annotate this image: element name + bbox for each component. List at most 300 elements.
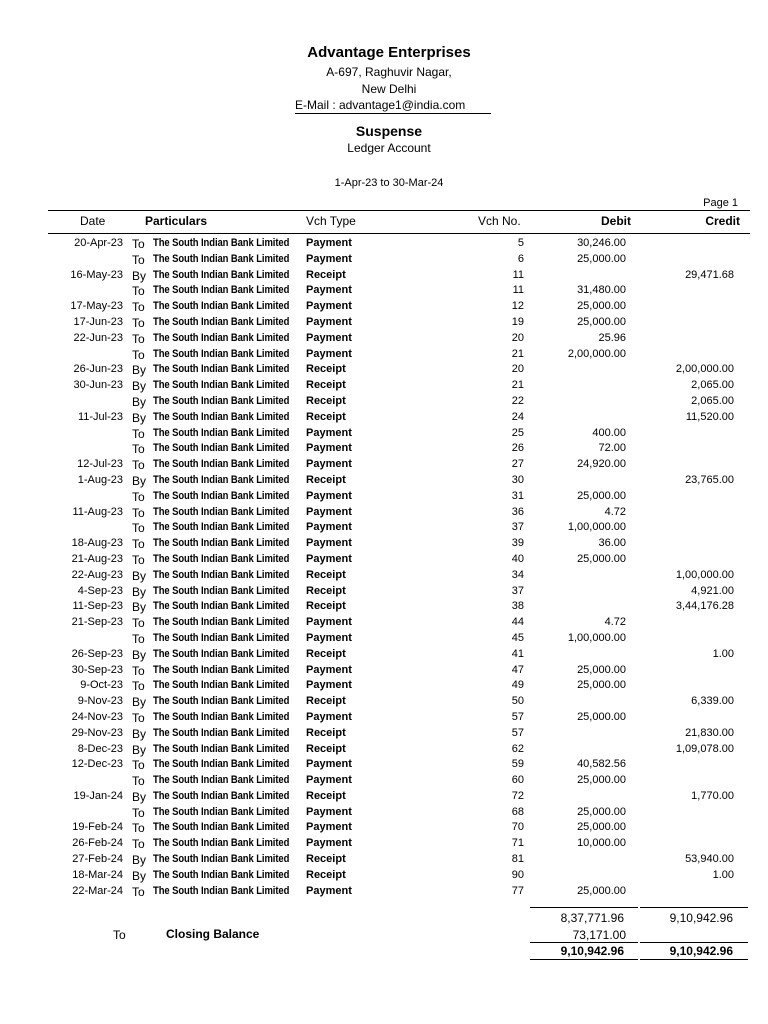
row-vch-type: Receipt (306, 742, 346, 755)
row-particulars: The South Indian Bank Limited (153, 426, 290, 439)
table-row (0, 789, 768, 805)
row-vch-no: 39 (511, 537, 524, 550)
table-row (0, 426, 768, 442)
row-debit: 40,582.56 (577, 758, 626, 771)
row-credit: 23,765.00 (685, 473, 734, 486)
address-line-1: A-697, Raghuvir Nagar, (326, 65, 452, 79)
row-date: 26-Sep-23 (71, 647, 123, 660)
row-particulars: The South Indian Bank Limited (153, 284, 290, 297)
row-to-by: By (132, 394, 147, 409)
row-to-by: To (132, 552, 145, 567)
row-vch-type: Payment (306, 237, 352, 249)
company-name: Advantage Enterprises (307, 44, 471, 61)
row-vch-type: Payment (306, 284, 352, 297)
row-debit: 4.72 (604, 616, 626, 629)
row-to-by: To (132, 237, 145, 251)
row-credit: 6,339.00 (691, 695, 734, 708)
row-vch-no: 11 (512, 268, 524, 281)
row-credit: 2,00,000.00 (675, 363, 734, 376)
row-date: 22-Mar-24 (72, 884, 123, 897)
row-debit: 25,000.00 (577, 774, 626, 787)
row-particulars: The South Indian Bank Limited (153, 489, 290, 502)
row-debit: 4.72 (604, 505, 626, 518)
table-row (0, 820, 768, 836)
row-to-by: To (132, 710, 145, 725)
row-date: 11-Aug-23 (72, 505, 123, 518)
row-vch-type: Receipt (306, 600, 346, 613)
table-row (0, 473, 768, 489)
row-date: 19-Feb-24 (72, 821, 123, 834)
row-vch-type: Receipt (306, 379, 346, 392)
table-row (0, 757, 768, 773)
table-row (0, 584, 768, 600)
closing-balance-label: Closing Balance (166, 927, 260, 941)
row-vch-type: Payment (306, 521, 352, 534)
row-date: 8-Dec-23 (77, 742, 123, 755)
row-to-by: By (132, 410, 147, 425)
table-row (0, 742, 768, 758)
row-to-by: To (132, 837, 145, 852)
grand-total-credit: 9,10,942.96 (669, 944, 733, 958)
row-to-by: To (132, 347, 145, 362)
row-debit: 24,920.00 (577, 458, 626, 471)
row-particulars: The South Indian Bank Limited (153, 868, 290, 881)
row-vch-no: 47 (511, 663, 524, 676)
row-vch-type: Receipt (306, 726, 346, 739)
row-to-by: To (132, 505, 145, 520)
table-row (0, 663, 768, 679)
row-vch-no: 68 (511, 805, 524, 818)
row-date: 18-Mar-24 (72, 868, 123, 881)
row-to-by: To (132, 252, 145, 267)
row-debit: 25,000.00 (577, 552, 626, 565)
row-credit: 2,065.00 (691, 394, 734, 407)
row-vch-type: Payment (306, 805, 352, 818)
row-vch-type: Receipt (306, 268, 346, 281)
table-row (0, 836, 768, 852)
row-vch-type: Receipt (306, 394, 346, 407)
row-vch-no: 59 (511, 758, 524, 771)
row-to-by: By (132, 473, 147, 488)
row-date: 22-Aug-23 (71, 568, 123, 581)
debit-total-rule-top (530, 942, 638, 943)
row-vch-no: 37 (511, 521, 524, 534)
row-particulars: The South Indian Bank Limited (153, 695, 290, 708)
row-debit: 25,000.00 (577, 805, 626, 818)
row-to-by: By (132, 647, 147, 662)
row-date: 16-May-23 (70, 268, 123, 281)
row-date: 21-Sep-23 (71, 616, 123, 629)
table-row (0, 631, 768, 647)
row-particulars: The South Indian Bank Limited (153, 742, 290, 755)
row-particulars: The South Indian Bank Limited (153, 552, 290, 565)
table-row (0, 268, 768, 284)
table-row (0, 884, 768, 900)
row-vch-no: 20 (511, 331, 524, 344)
row-vch-no: 37 (511, 584, 524, 597)
row-vch-type: Receipt (306, 473, 346, 486)
row-particulars: The South Indian Bank Limited (153, 473, 290, 486)
row-to-by: To (132, 884, 145, 899)
row-vch-no: 50 (511, 695, 524, 708)
table-row (0, 773, 768, 789)
row-debit: 1,00,000.00 (567, 521, 626, 534)
row-vch-no: 25 (511, 426, 524, 439)
row-credit: 1.00 (712, 647, 734, 660)
table-row (0, 520, 768, 536)
row-debit: 25,000.00 (577, 252, 626, 265)
row-to-by: To (132, 758, 145, 773)
column-header-vch-type: Vch Type (306, 214, 356, 228)
row-vch-type: Receipt (306, 695, 346, 708)
row-particulars: The South Indian Bank Limited (153, 821, 290, 834)
row-vch-type: Payment (306, 347, 352, 360)
row-to-by: To (132, 426, 145, 441)
row-particulars: The South Indian Bank Limited (153, 347, 290, 360)
row-date: 29-Nov-23 (71, 726, 123, 739)
row-credit: 53,940.00 (685, 853, 734, 866)
row-vch-no: 36 (511, 505, 524, 518)
row-particulars: The South Indian Bank Limited (153, 410, 290, 423)
row-credit: 1.00 (712, 868, 734, 881)
row-to-by: By (132, 568, 147, 583)
grand-total-debit: 9,10,942.96 (560, 944, 624, 958)
row-credit: 1,00,000.00 (675, 568, 734, 581)
row-debit: 25,000.00 (577, 315, 626, 328)
row-credit: 2,065.00 (691, 379, 734, 392)
ledger-rows (0, 236, 768, 899)
row-particulars: The South Indian Bank Limited (153, 584, 290, 597)
row-debit: 30,246.00 (577, 237, 626, 249)
row-to-by: By (132, 268, 147, 283)
table-row (0, 347, 768, 363)
row-date: 11-Sep-23 (72, 600, 123, 613)
row-particulars: The South Indian Bank Limited (153, 394, 290, 407)
table-row (0, 410, 768, 426)
row-date: 26-Jun-23 (73, 363, 123, 376)
row-vch-no: 40 (511, 552, 524, 565)
table-row (0, 805, 768, 821)
row-vch-no: 41 (511, 647, 524, 660)
table-row (0, 615, 768, 631)
row-credit: 29,471.68 (685, 268, 734, 281)
row-date: 21-Aug-23 (71, 552, 123, 565)
table-row (0, 489, 768, 505)
row-vch-type: Payment (306, 884, 352, 897)
row-particulars: The South Indian Bank Limited (153, 568, 290, 581)
row-vch-no: 30 (511, 473, 524, 486)
row-to-by: To (132, 537, 145, 552)
row-vch-no: 57 (511, 710, 524, 723)
table-row (0, 726, 768, 742)
table-row (0, 568, 768, 584)
row-date: 22-Jun-23 (73, 331, 123, 344)
row-vch-no: 62 (511, 742, 524, 755)
row-date: 27-Feb-24 (72, 853, 123, 866)
row-particulars: The South Indian Bank Limited (153, 458, 290, 471)
row-vch-no: 26 (511, 442, 524, 455)
row-vch-type: Receipt (306, 647, 346, 660)
row-credit: 1,09,078.00 (675, 742, 734, 755)
row-debit: 25,000.00 (577, 710, 626, 723)
row-vch-no: 5 (517, 237, 524, 249)
header-bottom-rule (48, 233, 750, 234)
row-vch-no: 60 (511, 774, 524, 787)
row-to-by: To (132, 616, 145, 631)
row-vch-no: 38 (511, 600, 524, 613)
row-to-by: To (132, 315, 145, 330)
row-particulars: The South Indian Bank Limited (153, 379, 290, 392)
row-particulars: The South Indian Bank Limited (153, 521, 290, 534)
row-vch-type: Payment (306, 300, 352, 313)
row-vch-type: Payment (306, 837, 352, 850)
row-vch-type: Payment (306, 505, 352, 518)
table-row (0, 678, 768, 694)
subtotal-credit: 9,10,942.96 (669, 911, 733, 925)
row-particulars: The South Indian Bank Limited (153, 789, 290, 802)
account-name: Suspense (355, 123, 423, 139)
row-debit: 72.00 (598, 442, 626, 455)
row-date: 24-Nov-23 (71, 710, 123, 723)
row-date: 26-Feb-24 (72, 837, 123, 850)
row-to-by: By (132, 363, 147, 378)
table-row (0, 252, 768, 268)
row-particulars: The South Indian Bank Limited (153, 663, 290, 676)
row-debit: 25,000.00 (577, 679, 626, 692)
table-row (0, 315, 768, 331)
row-credit: 4,921.00 (691, 584, 734, 597)
table-row (0, 852, 768, 868)
row-to-by: By (132, 742, 147, 757)
row-particulars: The South Indian Bank Limited (153, 363, 290, 376)
row-vch-no: 21 (511, 347, 524, 360)
row-to-by: By (132, 853, 147, 868)
table-row (0, 505, 768, 521)
row-debit: 25.96 (598, 331, 626, 344)
row-vch-type: Payment (306, 426, 352, 439)
row-particulars: The South Indian Bank Limited (153, 252, 290, 265)
closing-balance-debit: 73,171.00 (572, 928, 626, 942)
row-vch-type: Payment (306, 758, 352, 771)
row-vch-no: 90 (511, 868, 524, 881)
closing-balance-to: To (113, 928, 126, 942)
row-particulars: The South Indian Bank Limited (153, 631, 290, 644)
column-header-credit: Credit (705, 214, 740, 228)
row-debit: 25,000.00 (577, 884, 626, 897)
table-row (0, 599, 768, 615)
row-to-by: To (132, 521, 145, 536)
row-date: 17-Jun-23 (73, 315, 123, 328)
row-vch-type: Payment (306, 252, 352, 265)
row-to-by: To (132, 284, 145, 299)
row-particulars: The South Indian Bank Limited (153, 537, 290, 550)
row-vch-no: 71 (511, 837, 524, 850)
row-date: 4-Sep-23 (77, 584, 123, 597)
row-date: 12-Dec-23 (71, 758, 123, 771)
column-header-debit: Debit (601, 214, 631, 228)
row-particulars: The South Indian Bank Limited (153, 237, 290, 249)
row-to-by: To (132, 331, 145, 346)
row-to-by: To (132, 774, 145, 789)
table-row (0, 710, 768, 726)
row-vch-no: 6 (517, 252, 524, 265)
row-particulars: The South Indian Bank Limited (153, 710, 290, 723)
row-vch-type: Receipt (306, 410, 346, 423)
row-to-by: To (132, 805, 145, 820)
row-vch-type: Payment (306, 679, 352, 692)
row-vch-type: Payment (306, 315, 352, 328)
row-particulars: The South Indian Bank Limited (153, 805, 290, 818)
row-date: 18-Aug-23 (71, 537, 123, 550)
row-particulars: The South Indian Bank Limited (153, 853, 290, 866)
row-vch-type: Receipt (306, 789, 346, 802)
row-to-by: To (132, 631, 145, 646)
row-particulars: The South Indian Bank Limited (153, 726, 290, 739)
row-particulars: The South Indian Bank Limited (153, 884, 290, 897)
table-row (0, 441, 768, 457)
row-vch-type: Payment (306, 774, 352, 787)
row-vch-no: 19 (511, 315, 524, 328)
table-row (0, 299, 768, 315)
header-top-rule (48, 210, 750, 211)
table-row (0, 394, 768, 410)
credit-subtotal-rule (640, 907, 748, 908)
row-debit: 31,480.00 (577, 284, 626, 297)
row-credit: 21,830.00 (685, 726, 734, 739)
row-credit: 11,520.00 (685, 410, 734, 423)
row-to-by: To (132, 442, 145, 457)
row-vch-type: Receipt (306, 363, 346, 376)
row-debit: 25,000.00 (577, 663, 626, 676)
row-to-by: To (132, 821, 145, 836)
row-vch-type: Payment (306, 552, 352, 565)
row-vch-type: Receipt (306, 853, 346, 866)
row-vch-no: 70 (511, 821, 524, 834)
row-to-by: To (132, 679, 145, 694)
row-date: 30-Sep-23 (71, 663, 123, 676)
page-number: Page 1 (703, 197, 738, 209)
column-header-date: Date (80, 214, 106, 228)
row-date: 9-Oct-23 (80, 679, 123, 692)
row-vch-no: 24 (511, 410, 524, 423)
column-header-vch-no: Vch No. (478, 214, 521, 228)
row-vch-no: 57 (511, 726, 524, 739)
row-credit: 1,770.00 (691, 789, 734, 802)
row-vch-no: 27 (511, 458, 524, 471)
row-vch-type: Payment (306, 489, 352, 502)
row-date: 19-Jan-24 (73, 789, 123, 802)
row-vch-type: Payment (306, 710, 352, 723)
row-vch-type: Payment (306, 537, 352, 550)
table-row (0, 647, 768, 663)
table-row (0, 283, 768, 299)
column-header-particulars: Particulars (145, 214, 208, 228)
subtotal-debit: 8,37,771.96 (560, 911, 624, 925)
row-to-by: By (132, 695, 147, 710)
row-date: 9-Nov-23 (77, 695, 123, 708)
debit-subtotal-rule (530, 907, 638, 908)
row-debit: 400.00 (592, 426, 626, 439)
row-vch-no: 81 (511, 853, 524, 866)
table-row (0, 694, 768, 710)
row-date: 12-Jul-23 (77, 458, 123, 471)
row-credit: 3,44,176.28 (675, 600, 734, 613)
row-debit: 2,00,000.00 (567, 347, 626, 360)
row-date: 11-Jul-23 (77, 410, 123, 423)
row-particulars: The South Indian Bank Limited (153, 331, 290, 344)
row-vch-no: 22 (511, 394, 524, 407)
row-date: 30-Jun-23 (73, 379, 123, 392)
row-vch-type: Payment (306, 331, 352, 344)
credit-total-rule-bottom (640, 959, 748, 960)
report-period: 1-Apr-23 to 30-Mar-24 (334, 177, 444, 189)
row-to-by: To (132, 489, 145, 504)
row-vch-type: Payment (306, 442, 352, 455)
row-vch-no: 45 (511, 631, 524, 644)
row-to-by: By (132, 726, 147, 741)
company-email: E-Mail : advantage1@india.com (295, 98, 491, 114)
row-particulars: The South Indian Bank Limited (153, 600, 290, 613)
row-particulars: The South Indian Bank Limited (153, 442, 290, 455)
row-to-by: To (132, 300, 145, 315)
address-line-2: New Delhi (361, 82, 417, 96)
table-row (0, 536, 768, 552)
row-vch-type: Payment (306, 458, 352, 471)
row-debit: 10,000.00 (577, 837, 626, 850)
row-to-by: By (132, 600, 147, 615)
table-row (0, 362, 768, 378)
row-vch-type: Payment (306, 631, 352, 644)
row-to-by: To (132, 458, 145, 473)
row-vch-no: 31 (511, 489, 524, 502)
row-particulars: The South Indian Bank Limited (153, 774, 290, 787)
table-row (0, 868, 768, 884)
row-to-by: To (132, 663, 145, 678)
row-debit: 25,000.00 (577, 300, 626, 313)
row-vch-no: 20 (511, 363, 524, 376)
row-vch-no: 12 (511, 300, 524, 313)
row-date: 17-May-23 (70, 300, 123, 313)
row-date: 20-Apr-23 (74, 237, 123, 249)
account-type: Ledger Account (347, 141, 431, 155)
row-vch-no: 49 (511, 679, 524, 692)
row-debit: 1,00,000.00 (567, 631, 626, 644)
row-particulars: The South Indian Bank Limited (153, 647, 290, 660)
row-debit: 25,000.00 (577, 821, 626, 834)
debit-total-rule-bottom (530, 959, 638, 960)
row-vch-no: 77 (511, 884, 524, 897)
table-row (0, 236, 768, 252)
row-vch-type: Receipt (306, 568, 346, 581)
row-particulars: The South Indian Bank Limited (153, 837, 290, 850)
row-vch-no: 44 (511, 616, 524, 629)
row-vch-type: Payment (306, 663, 352, 676)
table-row (0, 457, 768, 473)
row-vch-type: Payment (306, 821, 352, 834)
row-particulars: The South Indian Bank Limited (153, 505, 290, 518)
row-vch-type: Payment (306, 616, 352, 629)
row-particulars: The South Indian Bank Limited (153, 315, 290, 328)
row-to-by: By (132, 584, 147, 599)
table-row (0, 552, 768, 568)
row-particulars: The South Indian Bank Limited (153, 300, 290, 313)
row-vch-no: 72 (511, 789, 524, 802)
row-vch-type: Receipt (306, 584, 346, 597)
row-to-by: By (132, 379, 147, 394)
row-particulars: The South Indian Bank Limited (153, 268, 290, 281)
table-row (0, 378, 768, 394)
row-particulars: The South Indian Bank Limited (153, 679, 290, 692)
